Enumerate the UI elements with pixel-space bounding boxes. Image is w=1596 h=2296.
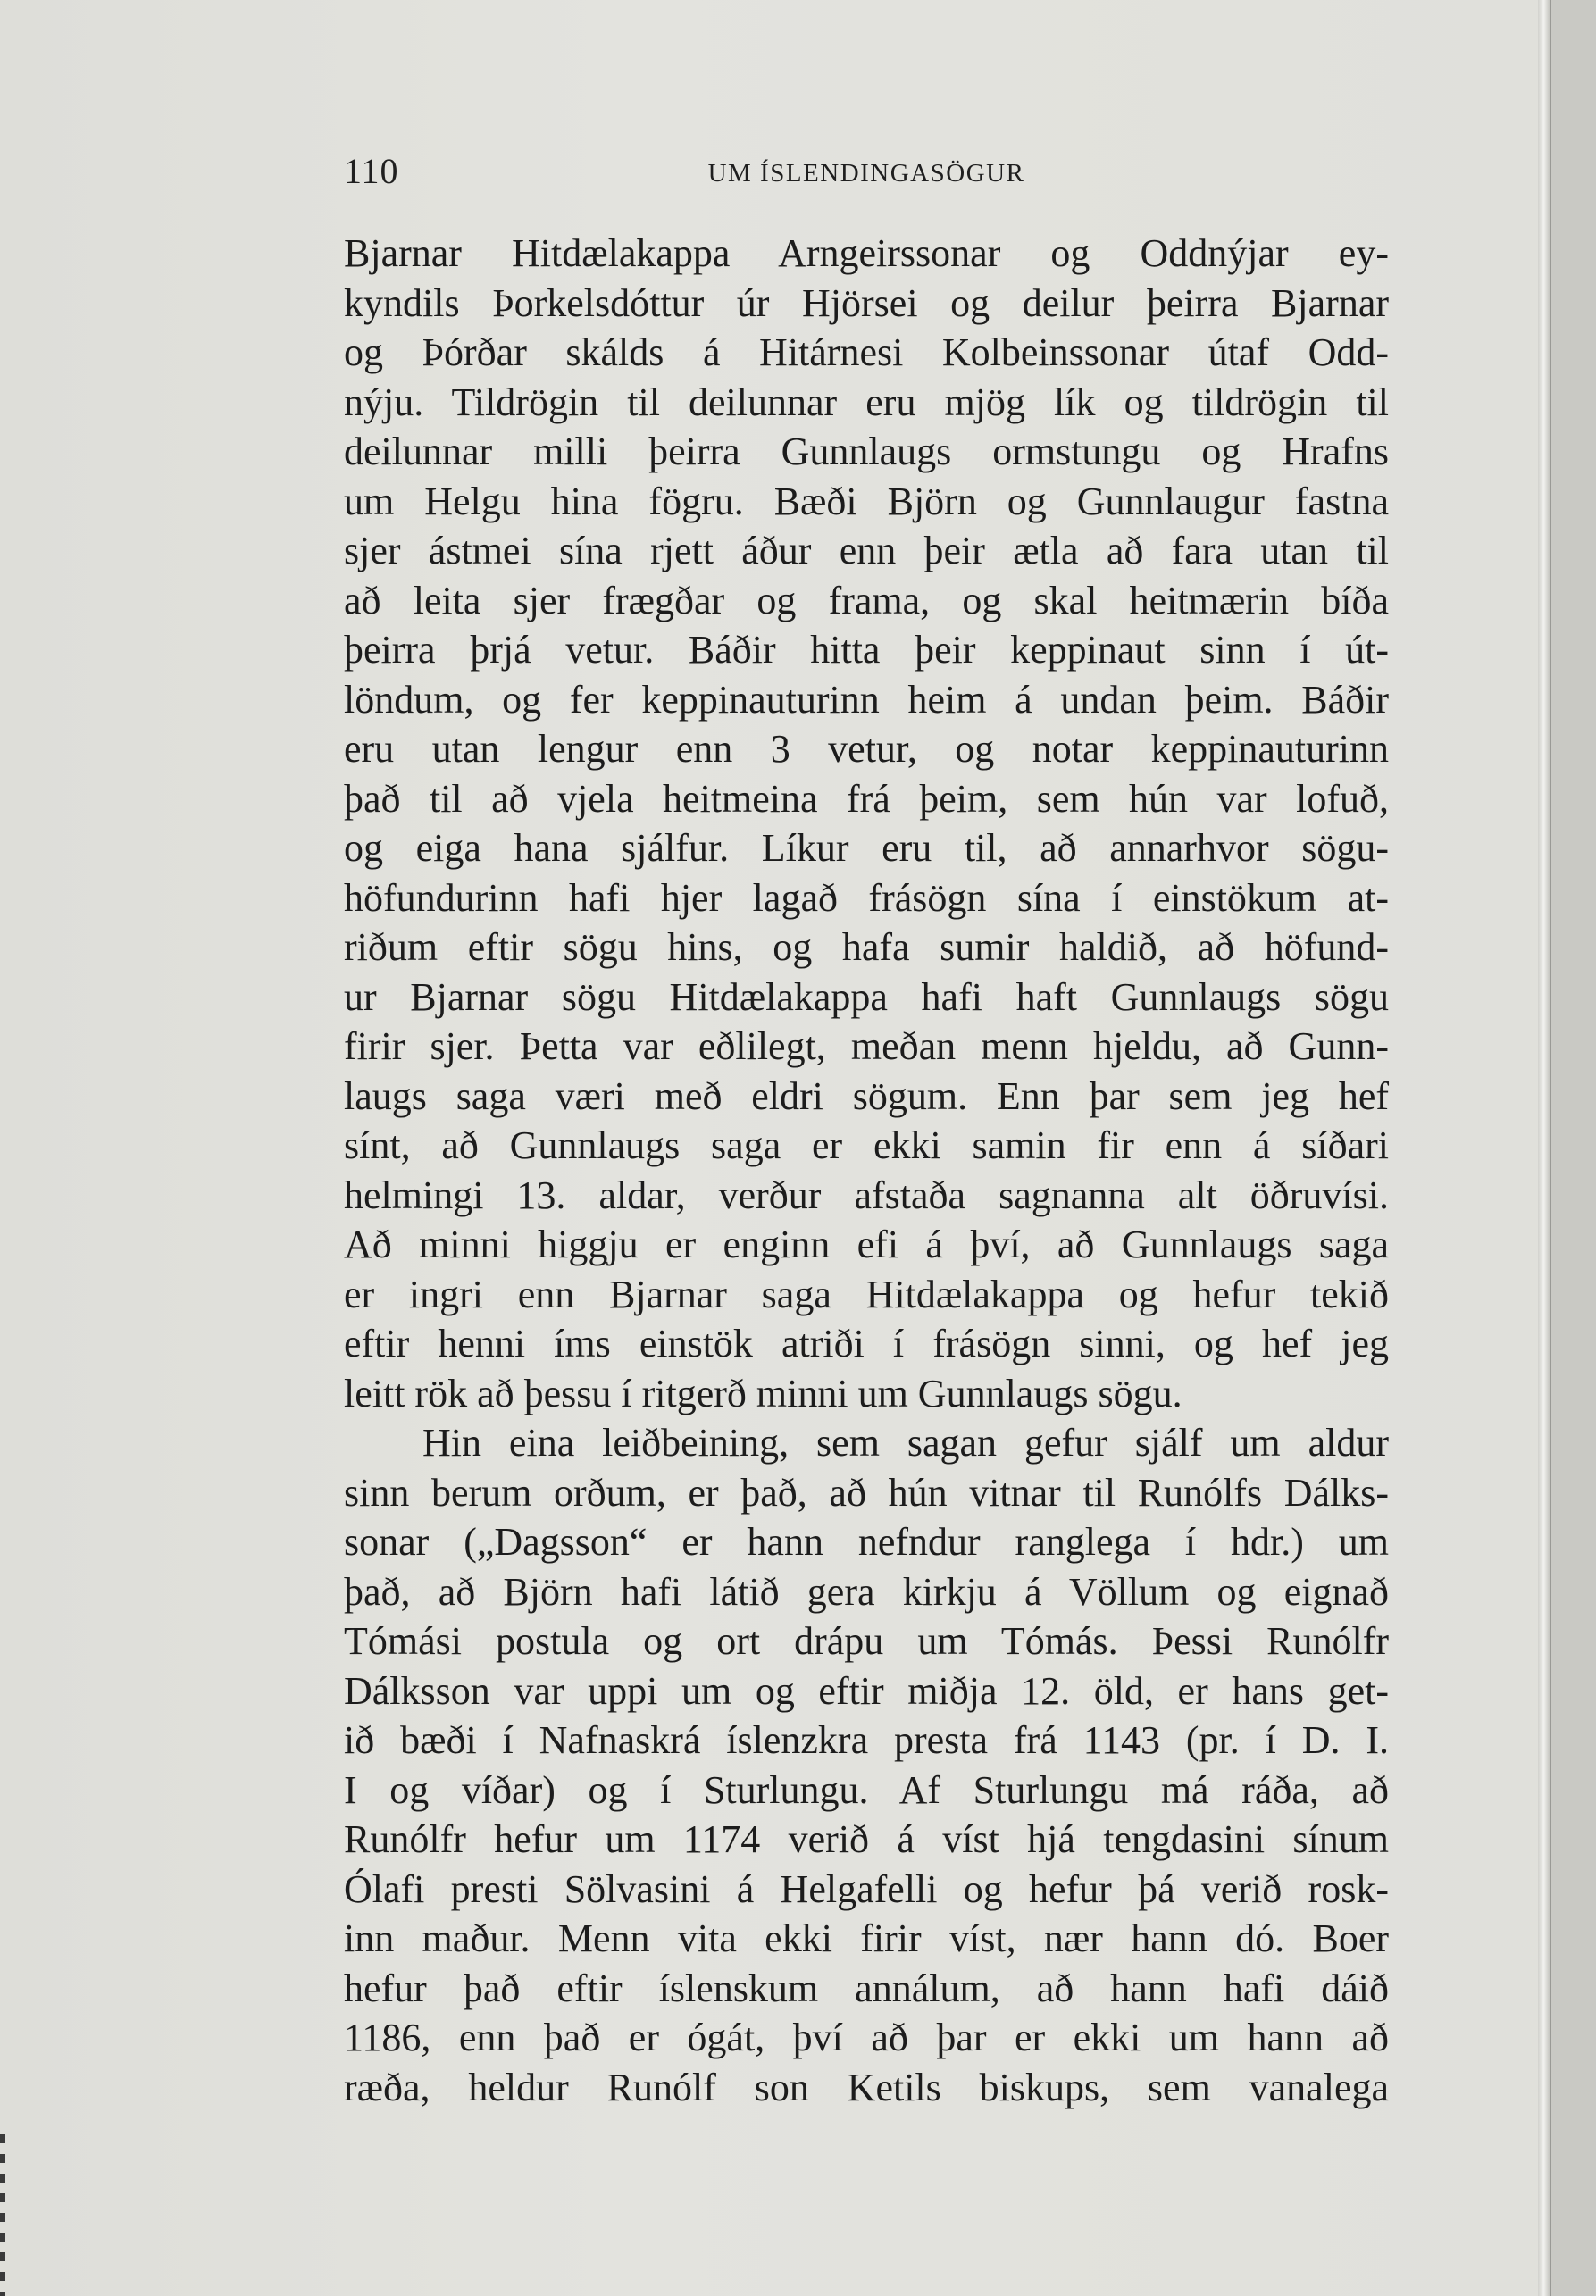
text-line: sinn berum orðum, er það, að hún vitnar til Runólfs Dálks-: [344, 1470, 1389, 1515]
text-line: eftir henni íms einstök atriði í frásögn sinni, og hef jeg: [344, 1322, 1389, 1365]
text-line: það til að vjela heitmeina frá þeim, sem hún var lofuð,: [344, 776, 1389, 821]
text-line: ur Bjarnar sögu Hitdælakappa hafi haft Gunnlaugs sögu: [344, 974, 1389, 1019]
text-line: riðum eftir sögu hins, og hafa sumir haldið, að höfund-: [344, 925, 1389, 969]
text-line: inn maður. Menn vita ekki firir víst, nær hann dó. Boer: [344, 1916, 1389, 1960]
text-line: ið bæði í Nafnaskrá íslenzkra presta frá 1143 (pr. í D. I.: [344, 1718, 1389, 1762]
text-line: Tómási postula og ort drápu um Tómás. Þessi Runólfr: [344, 1619, 1389, 1663]
page-edge: [1550, 0, 1596, 2296]
scan-margin-marks: [0, 2134, 5, 2296]
text-line: höfundurinn hafi hjer lagað frásögn sína í einstökum at-: [344, 875, 1389, 920]
text-line: Hin eina leiðbeining, sem sagan gefur sjálf um aldur: [422, 1421, 1389, 1465]
text-line: kyndils Þorkelsdóttur úr Hjörsei og deilur þeirra Bjarnar: [344, 280, 1389, 325]
text-line: nýju. Tildrögin til deilunnar eru mjög lík og tildrögin til: [344, 380, 1389, 424]
text-line: 1186, enn það er ógát, því að þar er ekki um hann að: [344, 2016, 1389, 2059]
text-line: og eiga hana sjálfur. Líkur eru til, að annarhvor sögu-: [344, 826, 1389, 870]
text-line: Dálksson var uppi um og eftir miðja 12. öld, er hans get-: [344, 1668, 1389, 1713]
text-line: Ólafi presti Sölvasini á Helgafelli og hefur þá verið rosk-: [344, 1866, 1389, 1911]
text-line: sonar („Dagsson“ er hann nefndur ranglega í hdr.) um: [344, 1520, 1389, 1564]
page-number: 110: [344, 151, 399, 191]
text-line: helmingi 13. aldar, verður afstaða sagnanna alt öðruvísi.: [344, 1173, 1389, 1217]
text-line: deilunnar milli þeirra Gunnlaugs ormstungu og Hrafns: [344, 430, 1389, 473]
text-line: löndum, og fer keppinauturinn heim á undan þeim. Báðir: [344, 677, 1389, 722]
text-line: sjer ástmei sína rjett áður enn þeir ætla að fara utan til: [344, 529, 1389, 572]
text-line: Að minni higgju er enginn efi á því, að Gunnlaugs saga: [344, 1223, 1389, 1266]
text-line: að leita sjer frægðar og frama, og skal heitmærin bíða: [344, 578, 1389, 622]
text-line: firir sjer. Þetta var eðlilegt, meðan menn hjeldu, að Gunn-: [344, 1024, 1389, 1068]
text-line: ræða, heldur Runólf son Ketils biskups, sem vanalega: [344, 2065, 1389, 2109]
page-header: [344, 143, 1389, 196]
text-line: I og víðar) og í Sturlungu. Af Sturlungu má ráða, að: [344, 1767, 1389, 1812]
text-line: Bjarnar Hitdælakappa Arngeirssonar og Oddnýjar ey-: [344, 231, 1389, 275]
text-line: og Þórðar skálds á Hitárnesi Kolbeinssonar útaf Odd-: [344, 330, 1389, 374]
text-line: það, að Björn hafi látið gera kirkju á Völlum og eignað: [344, 1569, 1389, 1614]
page-gutter: [1538, 0, 1550, 2296]
text-line: sínt, að Gunnlaugs saga er ekki samin fir enn á síðari: [344, 1123, 1389, 1167]
text-line: laugs saga væri með eldri sögum. Enn þar sem jeg hef: [344, 1073, 1389, 1118]
running-title: UM ÍSLENDINGASÖGUR: [707, 159, 1025, 188]
text-line: hefur það eftir íslenskum annálum, að hann hafi dáið: [344, 1966, 1389, 2010]
text-line: þeirra þrjá vetur. Báðir hitta þeir keppinaut sinn í út-: [344, 628, 1389, 672]
text-line: Runólfr hefur um 1174 verið á víst hjá tengdasini sínum: [344, 1817, 1389, 1861]
text-line: eru utan lengur enn 3 vetur, og notar keppinauturinn: [344, 727, 1389, 771]
body-text: [344, 229, 1389, 2112]
text-line: um Helgu hina fögru. Bæði Björn og Gunnlaugur fastna: [344, 479, 1389, 523]
text-line: er ingri enn Bjarnar saga Hitdælakappa og hefur tekið: [344, 1272, 1389, 1316]
text-line: leitt rök að þessu í ritgerð minni um Gunnlaugs sögu.: [344, 1371, 1182, 1415]
